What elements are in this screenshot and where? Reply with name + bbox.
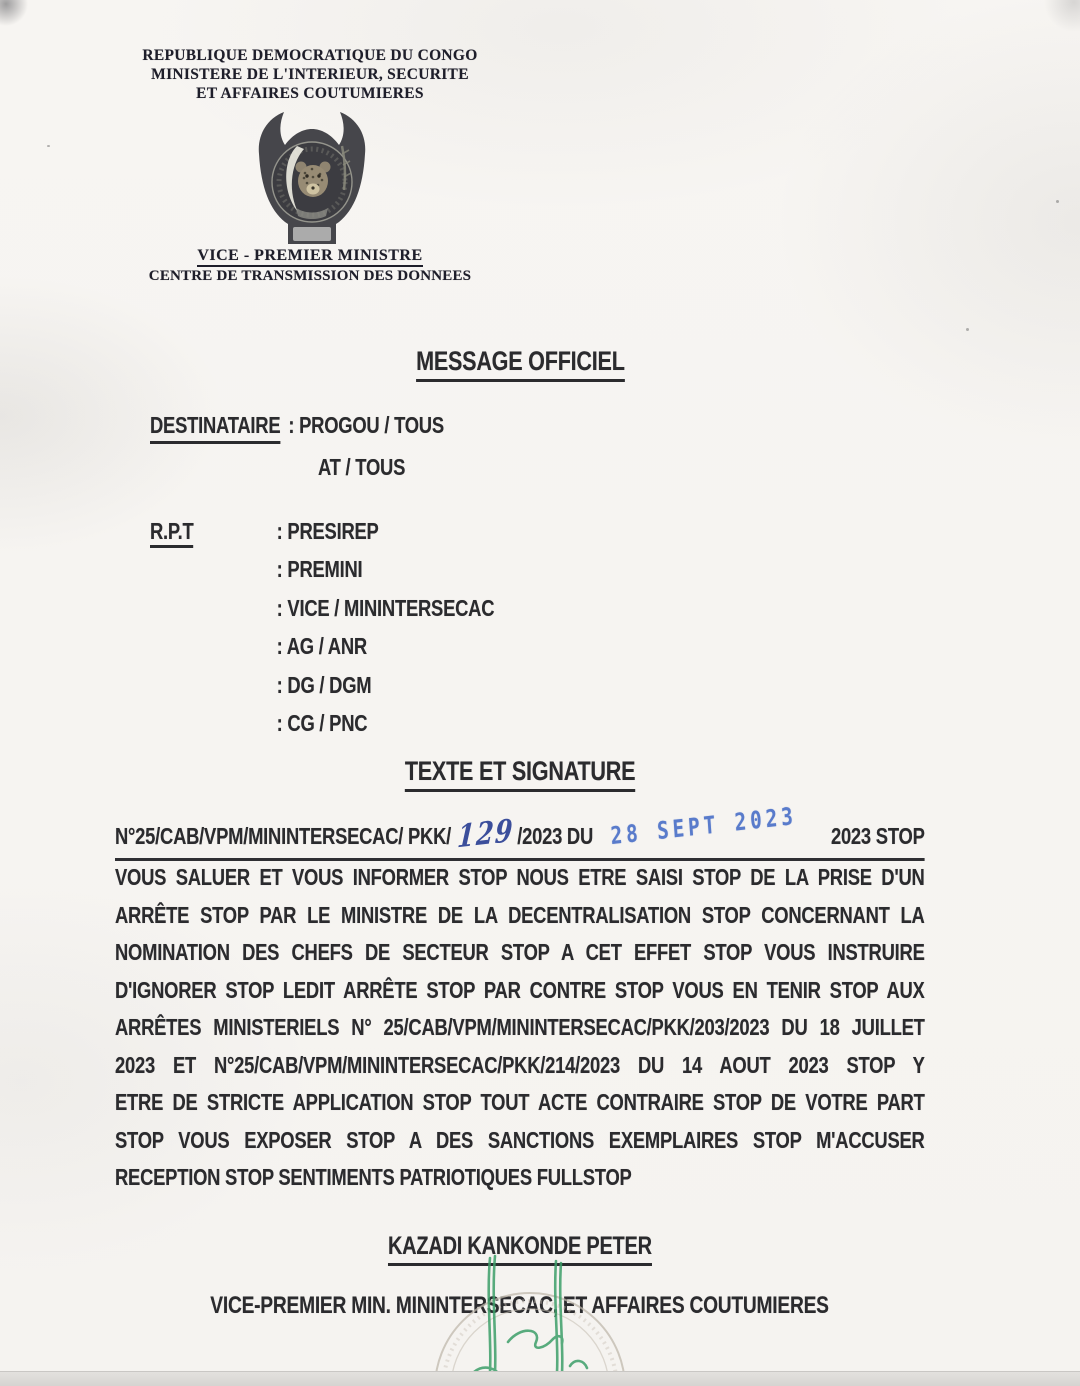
body-line: ETRE DE STRICTE APPLICATION STOP TOUT ACTE CONTRAIRE STOP DE VOTRE PART (115, 1089, 925, 1115)
destinataire-value: AT / TOUS (318, 454, 406, 480)
reference-number: N°25/CAB/VPM/MININTERSECAC/ PKK/ (115, 823, 452, 849)
body-line: ARRÊTES MINISTERIELS N° 25/CAB/VPM/MININTERSECAC/PKK/203/2023 DU 18 JUILLET (115, 1014, 925, 1040)
handwritten-number: 129 (456, 812, 516, 856)
letterhead-line: MINISTERE DE L'INTERIEUR, SECURITE (151, 66, 469, 83)
office-title: VICE - PREMIER MINISTRE (60, 247, 560, 265)
rpt-item: : PRESIREP (276, 518, 379, 544)
body-line: RECEPTION STOP SENTIMENTS PATRIOTIQUES FULLSTOP (115, 1164, 632, 1190)
office-subtitle: CENTRE DE TRANSMISSION DES DONNEES (148, 268, 472, 284)
reference-line (115, 801, 925, 861)
body-line: STOP VOUS EXPOSER STOP A DES SANCTIONS EXEMPLAIRES STOP M'ACCUSER (115, 1126, 925, 1153)
letterhead (75, 46, 545, 103)
body-line: NOMINATION DES CHEFS DE SECTEUR STOP A CET EFFET STOP VOUS INSTRUIRE (115, 939, 925, 965)
bottom-scan-band (0, 1371, 1080, 1386)
signature-name: KAZADI KANKONDE PETER (388, 1232, 652, 1266)
body-line: D'IGNORER STOP LEDIT ARRÊTE STOP PAR CONTRE STOP VOUS EN TENIR STOP AUX (115, 976, 925, 1003)
destinataire-label: DESTINATAIRE (150, 410, 280, 444)
rpt-item: : DG / DGM (276, 671, 372, 698)
letterhead-line: ET AFFAIRES COUTUMIERES (196, 85, 424, 102)
rpt-item: : PREMINI (276, 556, 363, 583)
signature-title: VICE-PREMIER MIN. MININTERSECAC, ET AFFAIRES COUTUMIERES (210, 1292, 830, 1319)
letterhead-line: REPUBLIQUE DEMOCRATIQUE DU CONGO (142, 47, 478, 64)
body-line: 2023 ET N°25/CAB/VPM/MININTERSECAC/PKK/214/2023 DU 14 AOUT 2023 STOP Y (115, 1051, 925, 1078)
destinataire-block (150, 410, 854, 482)
destinataire-value: : PROGOU / TOUS (288, 412, 444, 438)
section-title: TEXTE ET SIGNATURE (405, 756, 636, 792)
body-line: ARRÊTE STOP PAR LE MINISTRE DE LA DECENTRALISATION STOP CONCERNANT LA (115, 901, 925, 928)
rpt-item: : AG / ANR (276, 633, 367, 660)
scan-speck (1056, 200, 1059, 203)
rpt-items (277, 512, 495, 742)
reference-suffix: 2023 STOP (830, 823, 925, 849)
rpt-item: : CG / PNC (276, 710, 368, 737)
scan-speck (966, 328, 969, 331)
drc-coat-of-arms-emblem (252, 110, 372, 250)
rpt-block (150, 512, 854, 742)
rpt-label: R.P.T (150, 518, 193, 548)
signature-name-wrap (115, 1232, 925, 1266)
message-body (115, 859, 925, 1197)
green-ink-signature (474, 1256, 595, 1386)
scan-speck (47, 145, 50, 147)
signature-title-wrap (115, 1292, 925, 1320)
reference-middle: /2023 DU (517, 823, 594, 849)
rpt-item: : VICE / MININTERSECAC (276, 594, 495, 621)
section-title-wrap (115, 756, 925, 792)
date-stamp: 28 SEPT 2023 (609, 801, 798, 851)
document-title-wrap (115, 346, 925, 382)
document-title: MESSAGE OFFICIEL (416, 346, 625, 382)
body-line: VOUS SALUER ET VOUS INFORMER STOP NOUS ETRE SAISI STOP DE LA PRISE D'UN (115, 864, 925, 890)
